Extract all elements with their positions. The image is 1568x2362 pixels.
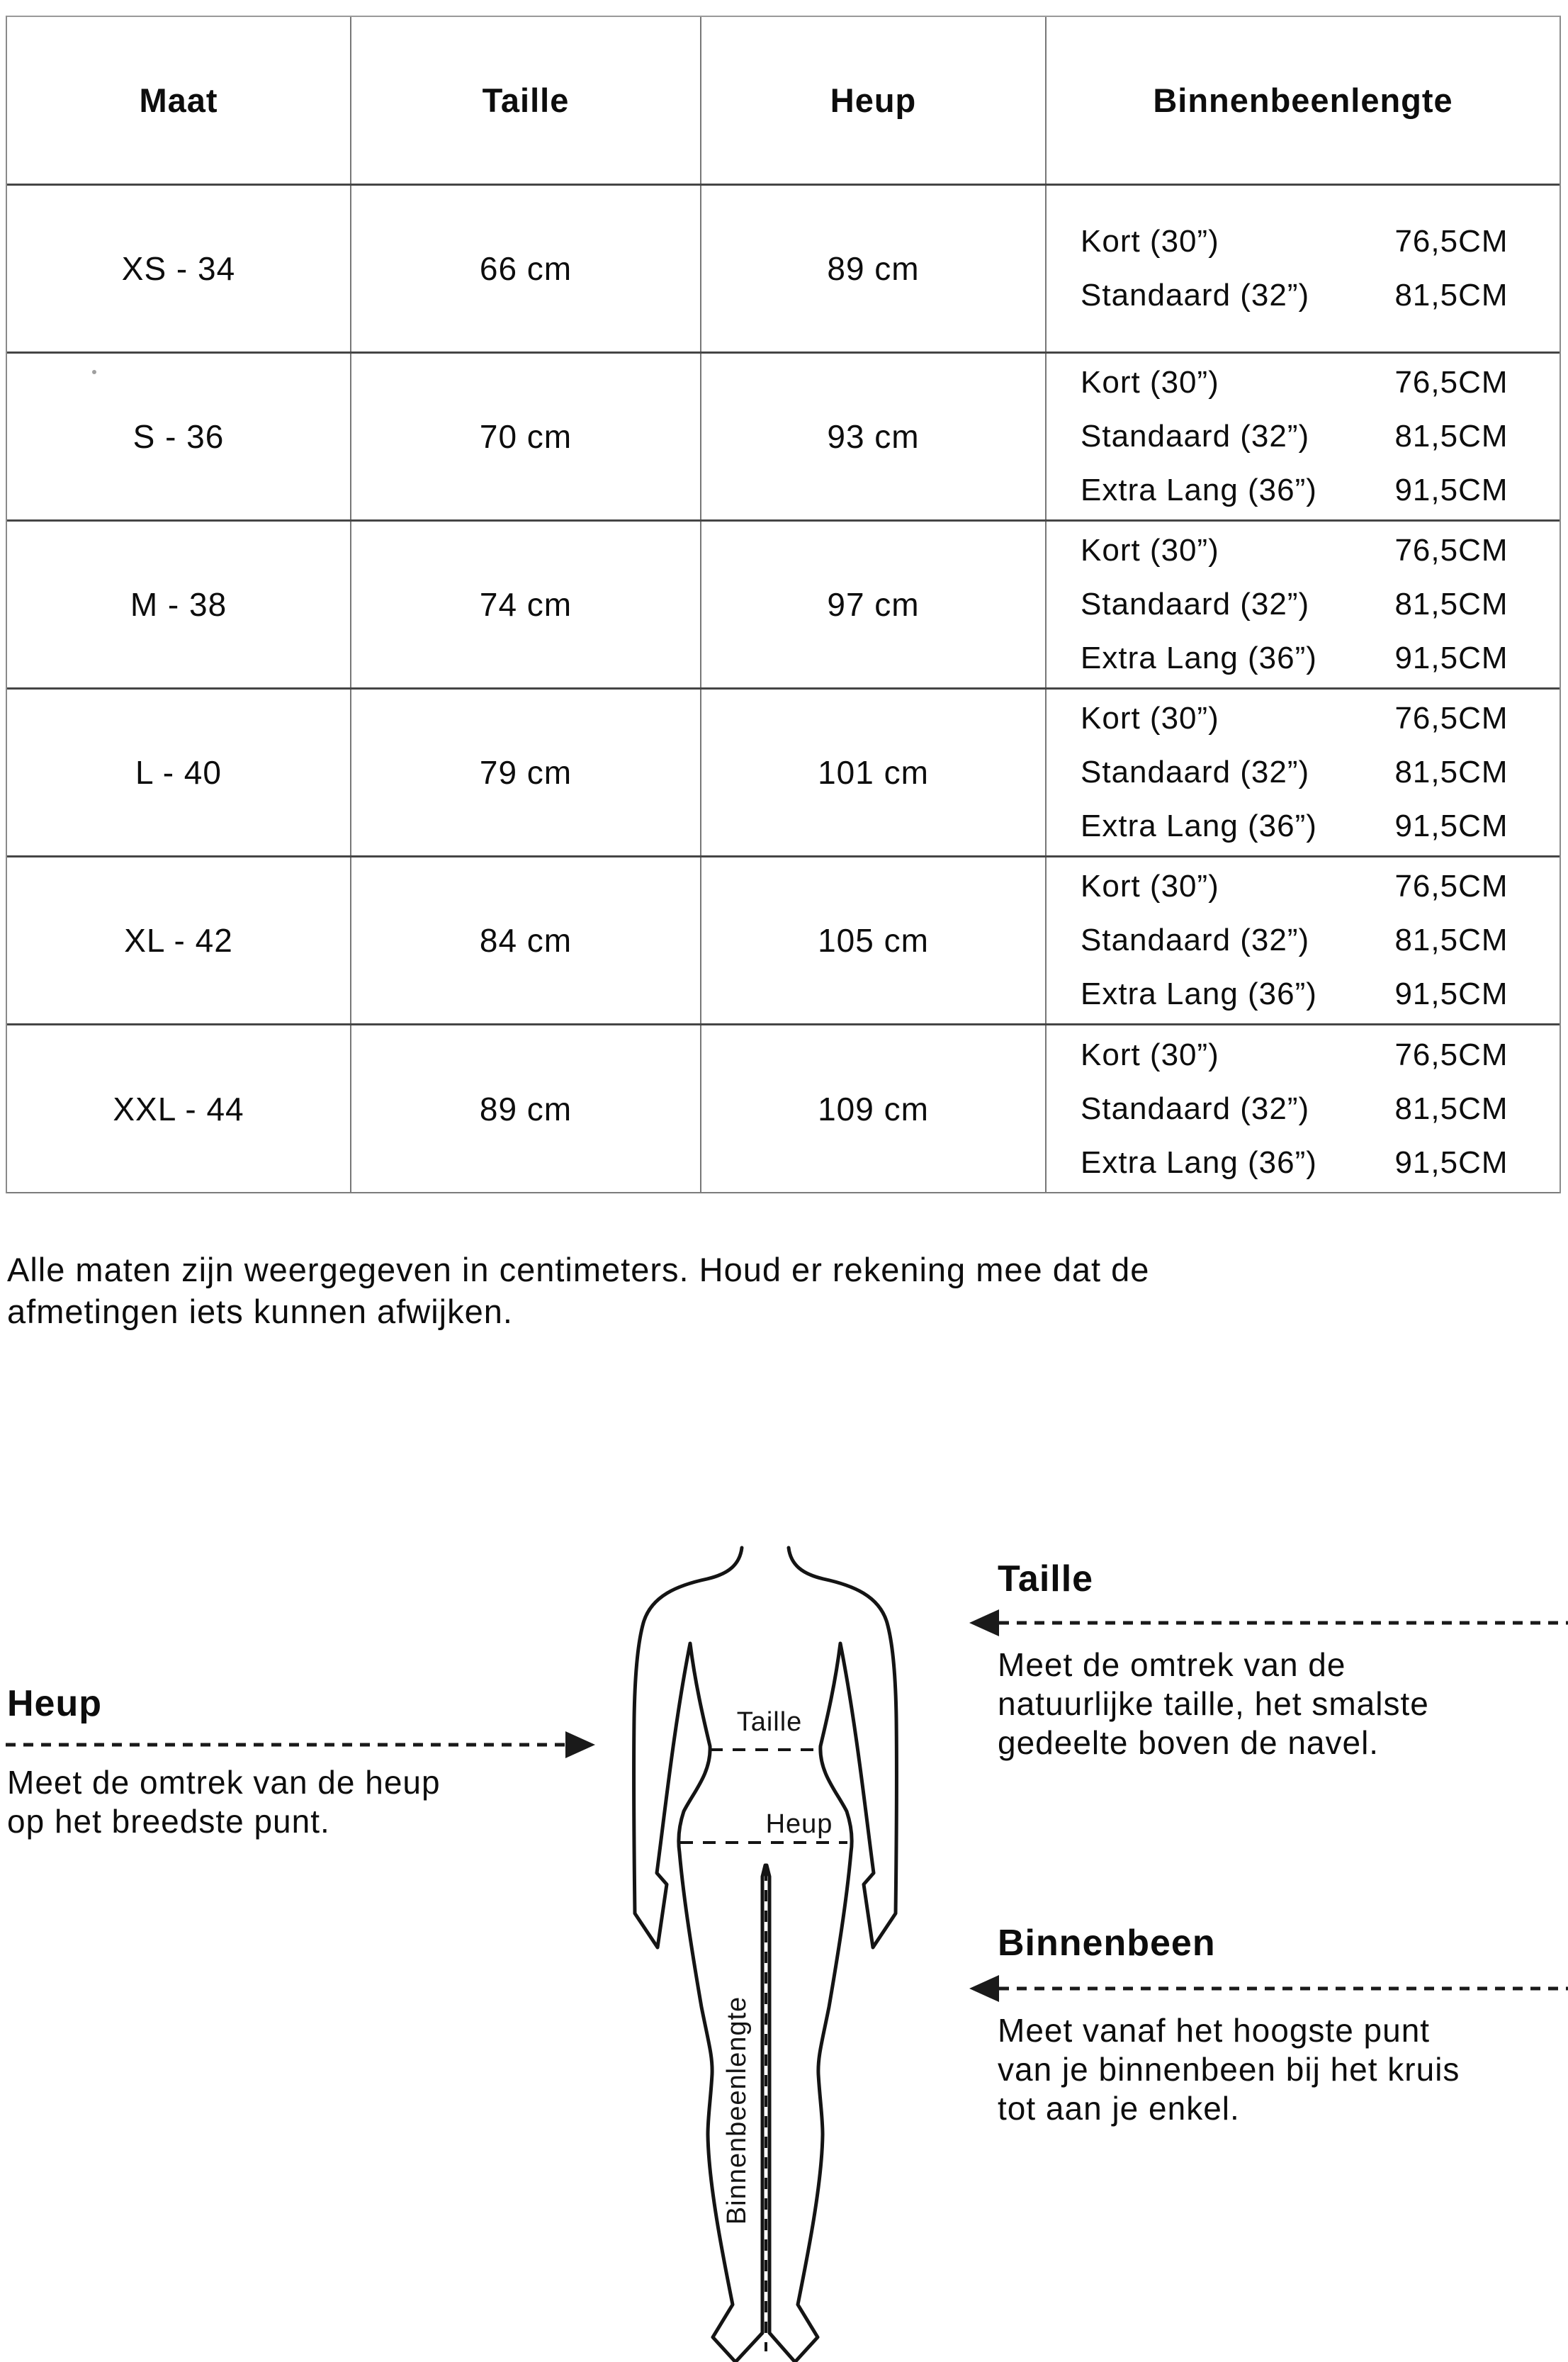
cell-heup: 97 cm bbox=[701, 522, 1047, 687]
binnenbeen-length-label: Extra Lang (36”) bbox=[1081, 641, 1317, 675]
cell-binnenbeenlengte bbox=[1047, 354, 1559, 519]
table-body bbox=[7, 186, 1559, 1193]
cell-binnenbeenlengte bbox=[1047, 857, 1559, 1023]
cell-binnenbeenlengte bbox=[1047, 522, 1559, 687]
taille-desc-line: Meet de omtrek van de bbox=[998, 1646, 1346, 1683]
binnenbeen-length-value: 81,5CM bbox=[1394, 278, 1508, 313]
binnenbeen-length-label: Kort (30”) bbox=[1081, 365, 1219, 400]
binnenbeen-length-label: Standaard (32”) bbox=[1081, 587, 1310, 622]
binnenbeen-line bbox=[1081, 578, 1524, 631]
heup-desc-line: op het breedste punt. bbox=[7, 1803, 330, 1840]
binnenbeen-length-value: 76,5CM bbox=[1394, 224, 1508, 259]
taille-guide-title: Taille bbox=[998, 1558, 1094, 1599]
binnenbeen-line bbox=[1081, 1082, 1524, 1136]
heup-guide-description bbox=[7, 1763, 574, 1841]
binnenbeen-line bbox=[1081, 746, 1524, 799]
binnenbeen-line bbox=[1081, 692, 1524, 746]
binnenbeen-desc-line: tot aan je enkel. bbox=[998, 2090, 1240, 2127]
binnenbeen-length-label: Extra Lang (36”) bbox=[1081, 1145, 1317, 1180]
binnenbeen-length-value: 76,5CM bbox=[1394, 365, 1508, 400]
binnenbeen-length-label: Extra Lang (36”) bbox=[1081, 977, 1317, 1011]
binnenbeen-desc-line: Meet vanaf het hoogste punt bbox=[998, 2012, 1431, 2049]
body-outline-right bbox=[767, 1548, 896, 2362]
heup-guide-title: Heup bbox=[7, 1683, 102, 1724]
binnenbeen-length-label: Kort (30”) bbox=[1081, 1037, 1219, 1072]
taille-desc-line: natuurlijke taille, het smalste bbox=[998, 1685, 1429, 1722]
table-row bbox=[7, 354, 1559, 522]
binnenbeen-desc-line: van je binnenbeen bij het kruis bbox=[998, 2051, 1460, 2088]
column-header-heup: Heup bbox=[701, 17, 1047, 184]
binnenbeen-line bbox=[1081, 913, 1524, 967]
table-row bbox=[7, 1025, 1559, 1193]
note-line: afmetingen iets kunnen afwijken. bbox=[7, 1293, 513, 1330]
binnenbeen-length-label: Standaard (32”) bbox=[1081, 1091, 1310, 1126]
cell-taille: 74 cm bbox=[351, 522, 701, 687]
binnenbeen-length-label: Kort (30”) bbox=[1081, 869, 1219, 904]
binnenbeen-length-value: 76,5CM bbox=[1394, 869, 1508, 904]
binnenbeen-line bbox=[1081, 410, 1524, 463]
size-table bbox=[6, 16, 1561, 1193]
measurements-note bbox=[7, 1249, 1212, 1332]
binnenbeen-line bbox=[1081, 799, 1524, 853]
cell-heup: 109 cm bbox=[701, 1025, 1047, 1192]
binnenbeen-length-value: 91,5CM bbox=[1394, 641, 1508, 675]
binnenbeen-length-value: 76,5CM bbox=[1394, 701, 1508, 736]
binnenbeen-length-value: 81,5CM bbox=[1394, 923, 1508, 957]
binnenbeen-length-label: Kort (30”) bbox=[1081, 701, 1219, 736]
column-header-maat: Maat bbox=[7, 17, 351, 184]
taille-guide-description bbox=[998, 1646, 1568, 1762]
binnenbeen-guide-description bbox=[998, 2011, 1568, 2128]
table-row bbox=[7, 857, 1559, 1025]
cell-maat: XXL - 44 bbox=[7, 1025, 351, 1192]
column-header-taille: Taille bbox=[351, 17, 701, 184]
binnenbeen-length-value: 81,5CM bbox=[1394, 587, 1508, 622]
binnenbeen-length-value: 76,5CM bbox=[1394, 1037, 1508, 1072]
binnenbeen-length-label: Extra Lang (36”) bbox=[1081, 473, 1317, 507]
cell-heup: 93 cm bbox=[701, 354, 1047, 519]
binnenbeen-length-value: 91,5CM bbox=[1394, 1145, 1508, 1180]
binnenbeen-length-label: Kort (30”) bbox=[1081, 533, 1219, 568]
cell-heup: 89 cm bbox=[701, 186, 1047, 352]
cell-taille: 89 cm bbox=[351, 1025, 701, 1192]
cell-binnenbeenlengte bbox=[1047, 1025, 1559, 1192]
body-measurement-figure bbox=[606, 1545, 939, 2362]
scan-artifact-dot bbox=[92, 370, 96, 374]
binnenbeen-length-value: 81,5CM bbox=[1394, 1091, 1508, 1126]
cell-binnenbeenlengte bbox=[1047, 186, 1559, 352]
cell-heup: 101 cm bbox=[701, 690, 1047, 855]
binnenbeen-length-label: Standaard (32”) bbox=[1081, 755, 1310, 789]
binnenbeen-guide-title: Binnenbeen bbox=[998, 1923, 1216, 1964]
binnenbeen-length-label: Standaard (32”) bbox=[1081, 419, 1310, 454]
heup-desc-line: Meet de omtrek van de heup bbox=[7, 1764, 441, 1801]
table-row bbox=[7, 690, 1559, 857]
figure-label-taille: Taille bbox=[736, 1707, 803, 1737]
cell-maat: L - 40 bbox=[7, 690, 351, 855]
binnenbeen-line bbox=[1081, 524, 1524, 578]
binnenbeen-length-value: 76,5CM bbox=[1394, 533, 1508, 568]
binnenbeen-length-label: Extra Lang (36”) bbox=[1081, 809, 1317, 843]
binnenbeen-length-value: 91,5CM bbox=[1394, 977, 1508, 1011]
table-row bbox=[7, 522, 1559, 690]
cell-taille: 79 cm bbox=[351, 690, 701, 855]
cell-binnenbeenlengte bbox=[1047, 690, 1559, 855]
binnenbeen-length-value: 91,5CM bbox=[1394, 473, 1508, 507]
binnenbeen-line bbox=[1081, 215, 1524, 269]
cell-taille: 66 cm bbox=[351, 186, 701, 352]
cell-maat: M - 38 bbox=[7, 522, 351, 687]
cell-maat: XS - 34 bbox=[7, 186, 351, 352]
cell-maat: S - 36 bbox=[7, 354, 351, 519]
binnenbeen-line bbox=[1081, 631, 1524, 685]
heup-dashed-arrow-right-icon bbox=[6, 1729, 595, 1760]
binnenbeen-line bbox=[1081, 463, 1524, 517]
cell-heup: 105 cm bbox=[701, 857, 1047, 1023]
table-row bbox=[7, 186, 1559, 354]
column-header-binnenbeenlengte: Binnenbeenlengte bbox=[1153, 81, 1453, 119]
binnenbeen-line bbox=[1081, 967, 1524, 1021]
binnenbeen-length-value: 81,5CM bbox=[1394, 755, 1508, 789]
binnenbeen-line bbox=[1081, 860, 1524, 913]
body-outline-left bbox=[634, 1548, 765, 2362]
binnenbeen-line bbox=[1081, 1028, 1524, 1082]
binnenbeen-length-label: Standaard (32”) bbox=[1081, 923, 1310, 957]
taille-dashed-arrow-left-icon bbox=[969, 1607, 1568, 1638]
binnenbeen-length-value: 81,5CM bbox=[1394, 419, 1508, 454]
binnenbeen-length-label: Standaard (32”) bbox=[1081, 278, 1310, 313]
note-line: Alle maten zijn weergegeven in centimeters. Houd er rekening mee dat de bbox=[7, 1251, 1150, 1288]
taille-desc-line: gedeelte boven de navel. bbox=[998, 1724, 1380, 1761]
figure-label-heup: Heup bbox=[765, 1809, 833, 1839]
binnenbeen-length-label: Kort (30”) bbox=[1081, 224, 1219, 259]
table-header-row bbox=[7, 17, 1559, 186]
cell-maat: XL - 42 bbox=[7, 857, 351, 1023]
binnenbeen-dashed-arrow-left-icon bbox=[969, 1973, 1568, 2004]
figure-label-binnenbeenlengte: Binnenbeenlengte bbox=[722, 1996, 752, 2225]
binnenbeen-line bbox=[1081, 269, 1524, 322]
cell-taille: 84 cm bbox=[351, 857, 701, 1023]
binnenbeen-line bbox=[1081, 356, 1524, 410]
binnenbeen-line bbox=[1081, 1136, 1524, 1190]
binnenbeen-length-value: 91,5CM bbox=[1394, 809, 1508, 843]
cell-taille: 70 cm bbox=[351, 354, 701, 519]
